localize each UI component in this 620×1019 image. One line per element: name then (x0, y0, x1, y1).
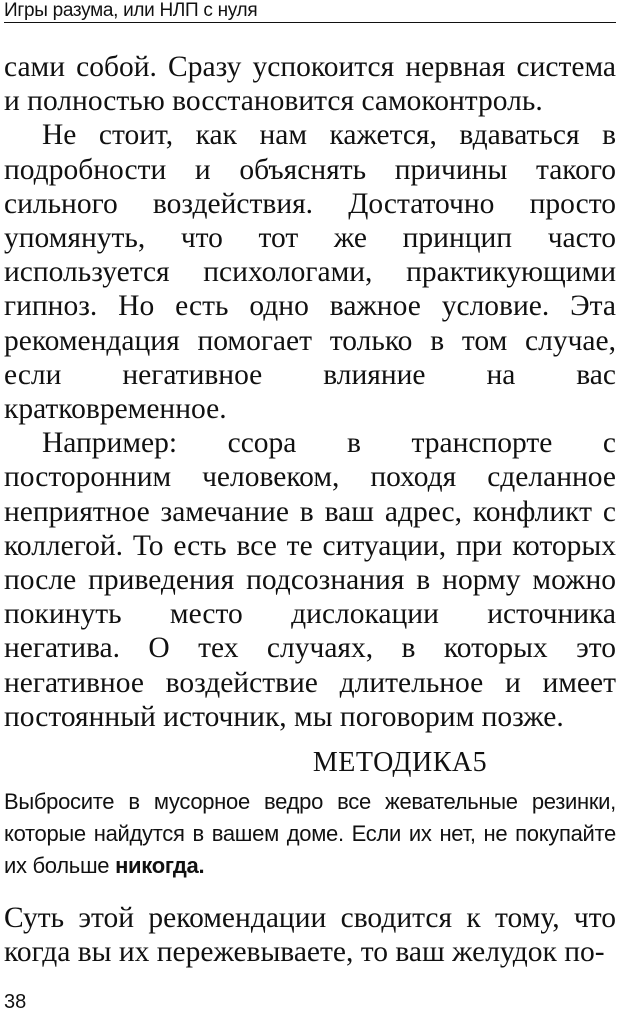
method-heading: МЕТОДИКА5 (312, 747, 488, 778)
paragraph-3: Например: ссора в транспорте с посторонним человеком, походя сделанное неприятное замечание в ваш адрес, конфликт с коллегой. То есть все те ситуации, при которых после приведения подсознания в норму можно покинуть место дислокации источника негатива. О тех случаях, в которых это негативное воздействие длительное и имеет постоянный источник, мы поговорим позже. (4, 427, 616, 733)
method-emphasis: никогда. (115, 853, 205, 878)
method-text: Выбросите в мусорное ведро все жевательные резинки, которые найдутся в вашем доме. Если их нет, не покупайте их больше (4, 789, 616, 878)
running-title: Игры разума, или НЛП с нуля (4, 0, 616, 23)
text-block (4, 50, 616, 734)
page-number: 38 (4, 991, 27, 1013)
paragraph-continuation: Суть этой рекомендации сводится к тому, что когда вы их пережевываете, то ваш желудок по- (4, 902, 616, 969)
method-instruction (4, 786, 616, 882)
paragraph-2: Не стоит, как нам кажется, вдаваться в подробности и объяснять причины такого сильного воздействия. Достаточно просто упомянуть, что тот же принцип часто используется психологами, практикующими гипноз. Но есть одно важное условие. Эта рекомендация помогает только в том случае, если негативное влияние на вас кратковременное. (4, 119, 616, 426)
paragraph-1: сами собой. Сразу успокоится нервная система и полностью восстановится самоконтроль. (4, 51, 616, 118)
continuation-block (4, 901, 616, 969)
